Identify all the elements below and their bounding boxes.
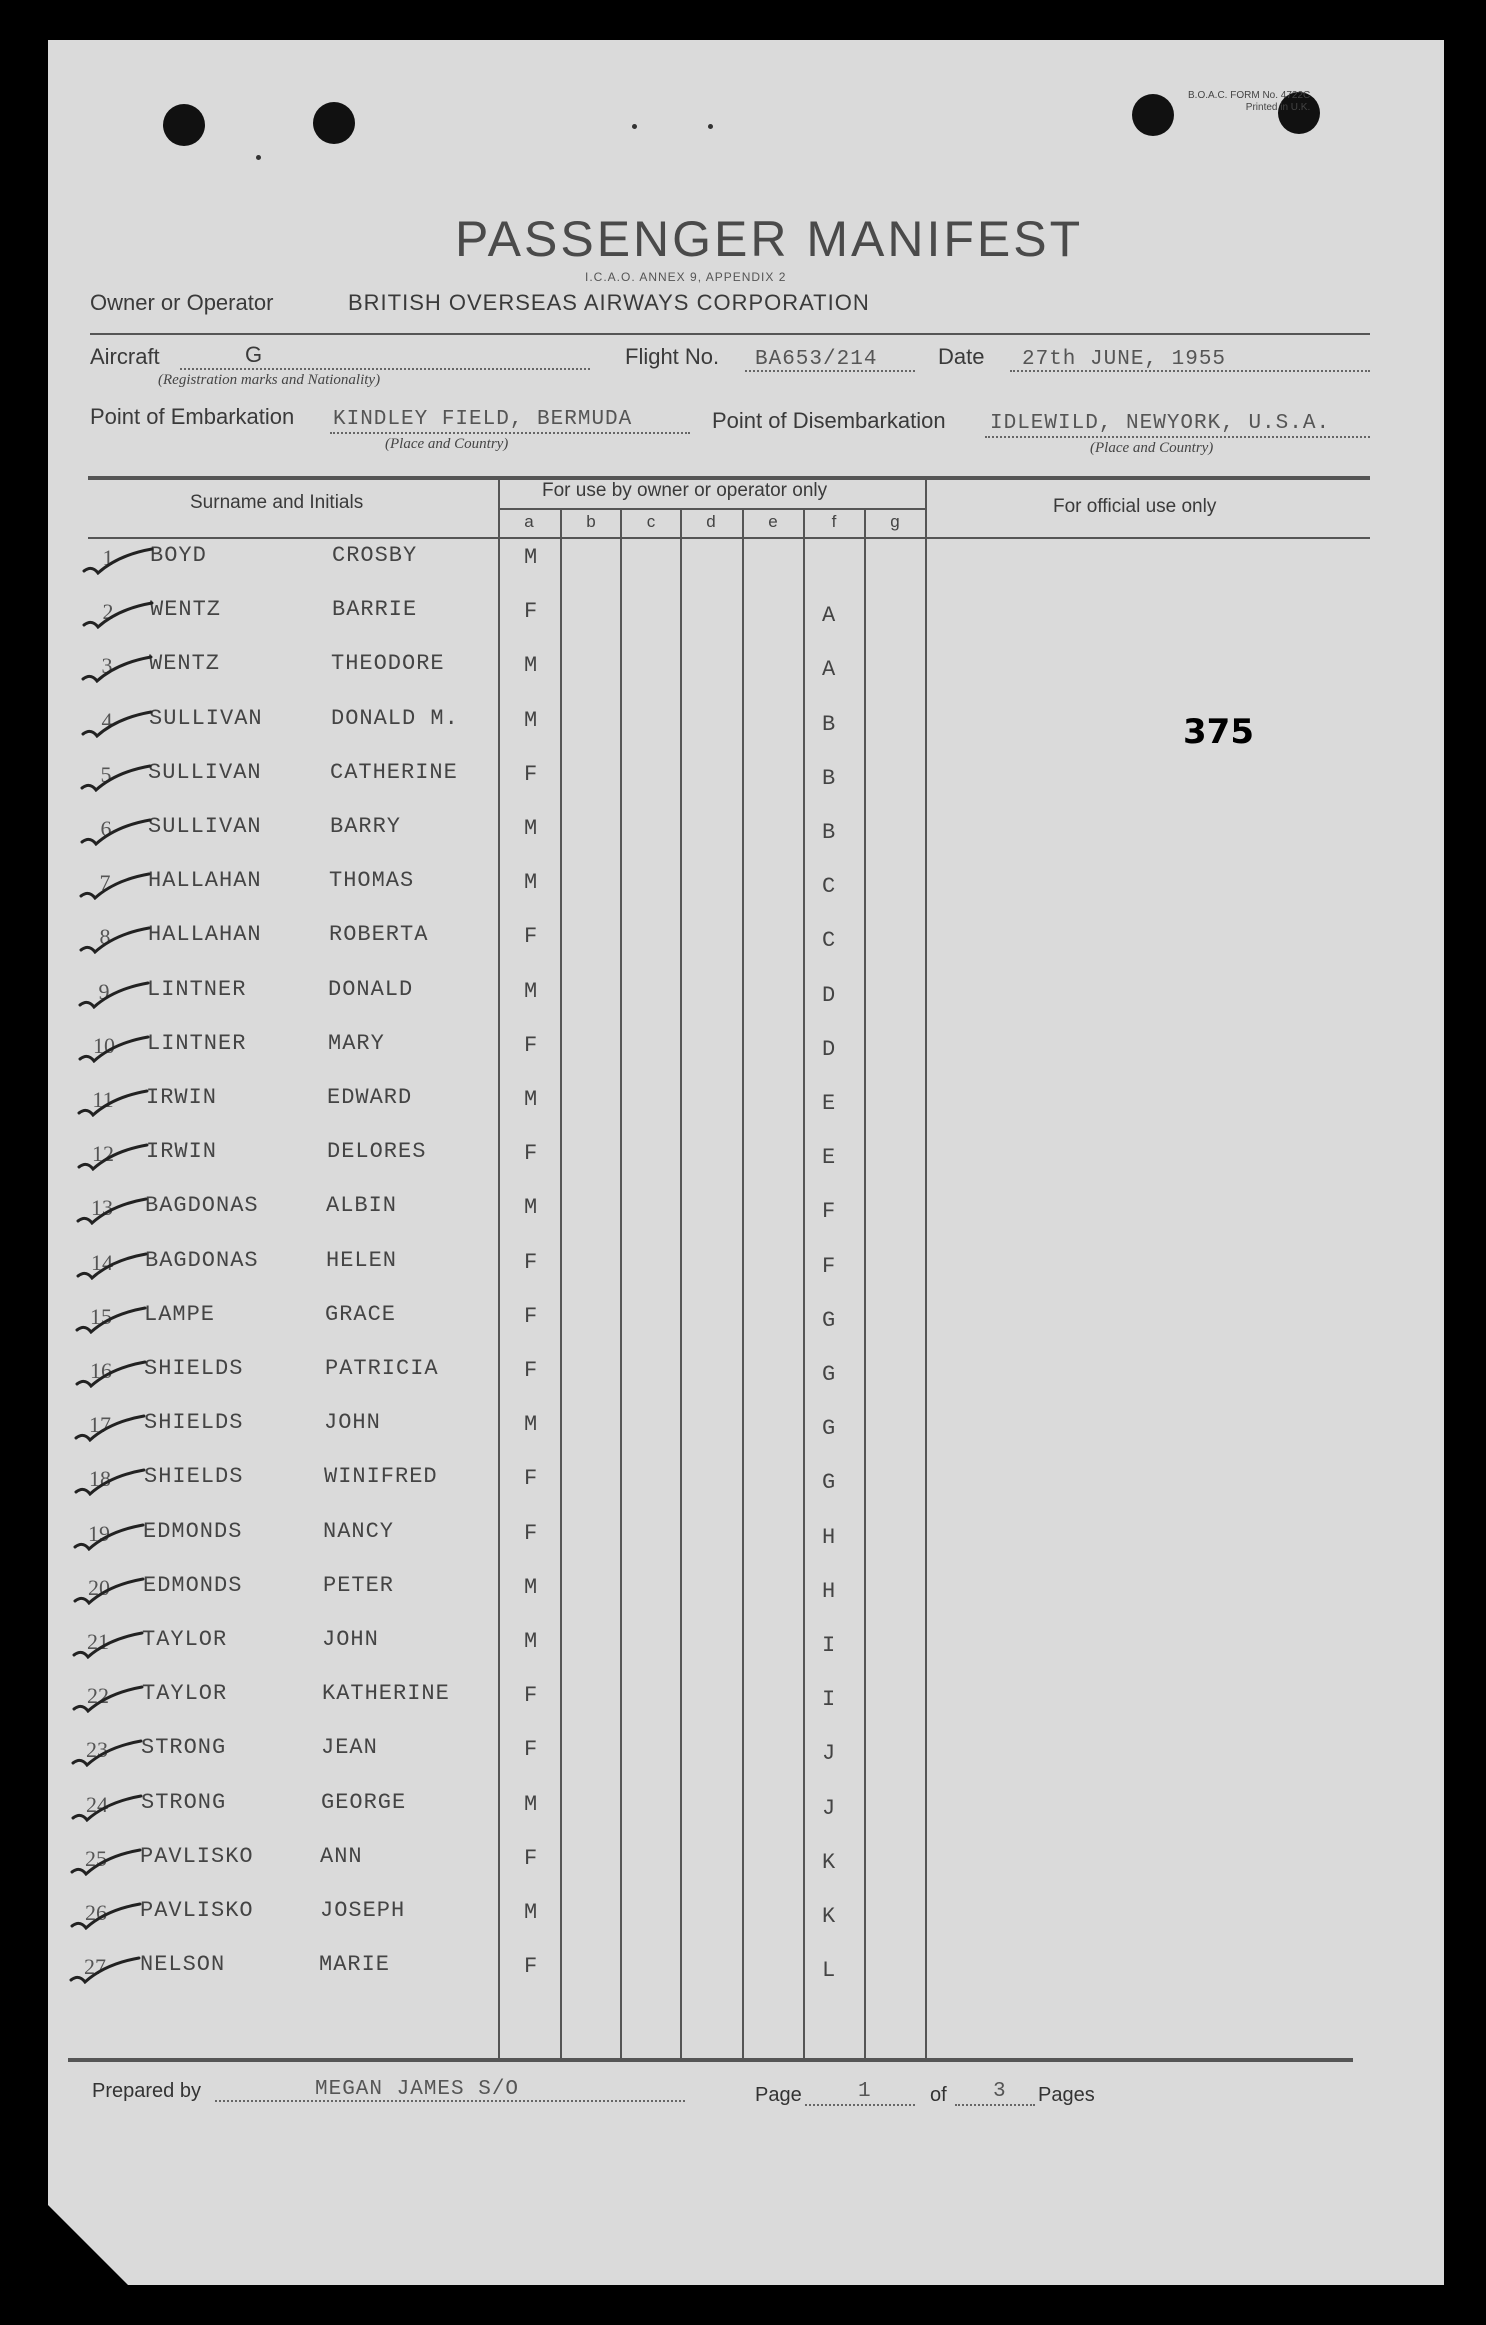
group-cell: K xyxy=(822,1904,837,1929)
check-mark-icon xyxy=(66,1902,146,1930)
aircraft-value: G xyxy=(245,342,264,367)
given-name-cell: JOSEPH xyxy=(320,1898,406,1923)
check-mark-icon xyxy=(74,1035,154,1063)
group-cell: J xyxy=(822,1796,837,1821)
row-number: 23 xyxy=(86,1737,108,1762)
row-number: 8 xyxy=(99,924,111,949)
row-number: 2 xyxy=(102,599,114,624)
aircraft-underline xyxy=(180,368,590,370)
row-number: 24 xyxy=(86,1792,108,1817)
check-mark-icon xyxy=(68,1685,148,1713)
sex-cell: F xyxy=(524,599,539,624)
ink-dot xyxy=(708,124,713,129)
ink-dot xyxy=(632,124,637,129)
given-name-cell: MARY xyxy=(328,1031,385,1056)
sex-cell: M xyxy=(524,816,539,841)
given-name-cell: NANCY xyxy=(323,1519,395,1544)
row-number: 12 xyxy=(92,1141,114,1166)
owner-label: Owner or Operator xyxy=(90,290,274,315)
sex-cell: M xyxy=(524,708,539,733)
sex-cell: M xyxy=(524,1087,539,1112)
given-name-cell: DELORES xyxy=(327,1139,427,1164)
sex-cell: F xyxy=(524,1683,539,1708)
sex-cell: F xyxy=(524,1846,539,1871)
check-mark-icon xyxy=(75,926,155,954)
header-bottom-rule xyxy=(88,537,1370,539)
sex-cell: M xyxy=(524,1792,539,1817)
surname-cell: LINTNER xyxy=(147,977,247,1002)
surname-cell: WENTZ xyxy=(149,651,221,676)
surname-cell: SHIELDS xyxy=(144,1356,244,1381)
given-name-cell: JOHN xyxy=(324,1410,381,1435)
check-mark-icon xyxy=(73,1143,153,1171)
surname-cell: PAVLISKO xyxy=(140,1898,254,1923)
sex-cell: F xyxy=(524,762,539,787)
surname-cell: BAGDONAS xyxy=(145,1193,259,1218)
given-name-cell: HELEN xyxy=(326,1248,398,1273)
check-mark-icon xyxy=(70,1468,150,1496)
column-header-e: e xyxy=(768,512,778,531)
sex-cell: M xyxy=(524,1629,539,1654)
given-name-cell: ALBIN xyxy=(326,1193,398,1218)
row-number: 6 xyxy=(100,816,112,841)
group-cell: H xyxy=(822,1525,837,1550)
group-cell: D xyxy=(822,1037,837,1062)
given-name-cell: CATHERINE xyxy=(330,760,458,785)
check-mark-icon xyxy=(69,1577,149,1605)
given-name-cell: WINIFRED xyxy=(324,1464,438,1489)
surname-cell: EDMONDS xyxy=(143,1519,243,1544)
given-name-cell: BARRY xyxy=(330,814,402,839)
operator-header-rule xyxy=(500,508,925,510)
row-number: 10 xyxy=(93,1033,115,1058)
check-mark-icon xyxy=(78,547,158,575)
embarkation-underline xyxy=(330,432,690,434)
aircraft-label: Aircraft xyxy=(90,344,160,369)
group-cell: A xyxy=(822,657,837,682)
check-mark-icon xyxy=(65,1956,145,1984)
of-label: of xyxy=(930,2084,947,2106)
check-mark-icon xyxy=(70,1414,150,1442)
sex-cell: F xyxy=(524,1141,539,1166)
row-number: 16 xyxy=(90,1358,112,1383)
given-name-cell: GRACE xyxy=(325,1302,397,1327)
group-cell: B xyxy=(822,820,837,845)
disembarkation-label: Point of Disembarkation xyxy=(712,408,946,433)
sex-cell: M xyxy=(524,870,539,895)
page-label: Page xyxy=(755,2084,802,2106)
disembarkation-hint: (Place and Country) xyxy=(1090,440,1214,456)
total-pages: 3 xyxy=(993,2080,1007,2103)
column-divider xyxy=(925,478,927,2058)
check-mark-icon xyxy=(78,601,158,629)
disembarkation-underline xyxy=(985,436,1370,438)
surname-cell: BOYD xyxy=(150,543,207,568)
given-name-cell: THEODORE xyxy=(331,651,445,676)
column-divider xyxy=(620,510,622,2058)
given-name-cell: THOMAS xyxy=(329,868,415,893)
column-divider xyxy=(864,510,866,2058)
prepared-by-label: Prepared by xyxy=(92,2080,201,2102)
sex-cell: M xyxy=(524,545,539,570)
surname-cell: LAMPE xyxy=(144,1302,216,1327)
sex-cell: M xyxy=(524,653,539,678)
page-underline xyxy=(805,2104,915,2106)
sex-cell: F xyxy=(524,1304,539,1329)
prepared-by-value: MEGAN JAMES S/O xyxy=(315,2078,520,2101)
given-name-cell: MARIE xyxy=(319,1952,391,1977)
sex-cell: M xyxy=(524,979,539,1004)
row-number: 5 xyxy=(100,762,112,787)
check-mark-icon xyxy=(72,1252,152,1280)
check-mark-icon xyxy=(68,1631,148,1659)
column-header-b: b xyxy=(586,512,596,531)
flight-underline xyxy=(745,370,915,372)
given-name-cell: JEAN xyxy=(321,1735,378,1760)
given-name-cell: DONALD M. xyxy=(331,706,459,731)
check-mark-icon xyxy=(77,655,157,683)
group-cell: F xyxy=(822,1199,837,1224)
group-cell: I xyxy=(822,1633,837,1658)
sex-cell: F xyxy=(524,1521,539,1546)
official-column-header: For official use only xyxy=(1053,496,1217,517)
page-number: 1 xyxy=(858,2080,872,2103)
group-cell: H xyxy=(822,1579,837,1604)
given-name-cell: PETER xyxy=(323,1573,395,1598)
given-name-cell: DONALD xyxy=(328,977,414,1002)
surname-cell: NELSON xyxy=(140,1952,226,1977)
check-mark-icon xyxy=(74,981,154,1009)
sex-cell: M xyxy=(524,1575,539,1600)
punch-hole xyxy=(1132,94,1174,136)
surname-cell: STRONG xyxy=(141,1735,227,1760)
row-number: 1 xyxy=(102,545,114,570)
surname-cell: BAGDONAS xyxy=(145,1248,259,1273)
sex-cell: F xyxy=(524,1033,539,1058)
date-value: 27th JUNE, 1955 xyxy=(1022,348,1227,371)
sex-cell: F xyxy=(524,1358,539,1383)
given-name-cell: CROSBY xyxy=(332,543,418,568)
column-header-f: f xyxy=(831,512,837,531)
group-cell: L xyxy=(822,1958,837,1983)
surname-cell: TAYLOR xyxy=(142,1627,228,1652)
punch-hole xyxy=(313,102,355,144)
group-cell: A xyxy=(822,603,837,628)
check-mark-icon xyxy=(73,1089,153,1117)
aircraft-hint: (Registration marks and Nationality) xyxy=(158,372,381,388)
row-number: 13 xyxy=(91,1195,113,1220)
column-header-c: c xyxy=(646,512,656,531)
surname-cell: TAYLOR xyxy=(142,1681,228,1706)
row-number: 19 xyxy=(88,1521,110,1546)
given-name-cell: KATHERINE xyxy=(322,1681,450,1706)
operator-column-header: For use by owner or operator only xyxy=(542,480,828,501)
column-divider xyxy=(803,510,805,2058)
table-bottom-rule xyxy=(68,2058,1353,2062)
sex-cell: F xyxy=(524,1250,539,1275)
row-number: 11 xyxy=(92,1087,114,1112)
page-subtitle: I.C.A.O. ANNEX 9, APPENDIX 2 xyxy=(585,270,787,284)
surname-cell: WENTZ xyxy=(150,597,222,622)
check-mark-icon xyxy=(69,1523,149,1551)
surname-cell: SULLIVAN xyxy=(148,760,262,785)
sex-cell: F xyxy=(524,1954,539,1979)
column-header-g: g xyxy=(890,512,900,531)
row-number: 7 xyxy=(99,870,111,895)
row-number: 20 xyxy=(88,1575,110,1600)
check-mark-icon xyxy=(76,818,156,846)
disembarkation-value: IDLEWILD, NEWYORK, U.S.A. xyxy=(990,412,1331,435)
folded-corner xyxy=(48,2205,128,2285)
given-name-cell: ANN xyxy=(320,1844,363,1869)
given-name-cell: GEORGE xyxy=(321,1790,407,1815)
surname-cell: HALLAHAN xyxy=(148,868,262,893)
check-mark-icon xyxy=(67,1739,147,1767)
surname-cell: IRWIN xyxy=(146,1139,218,1164)
check-mark-icon xyxy=(77,710,157,738)
column-divider xyxy=(498,478,500,2058)
row-number: 17 xyxy=(89,1412,111,1437)
group-cell: E xyxy=(822,1145,837,1170)
flight-value: BA653/214 xyxy=(755,348,878,371)
check-mark-icon xyxy=(76,764,156,792)
punch-hole xyxy=(163,104,205,146)
group-cell: G xyxy=(822,1308,837,1333)
group-cell: J xyxy=(822,1741,837,1766)
group-cell: G xyxy=(822,1416,837,1441)
given-name-cell: ROBERTA xyxy=(329,922,429,947)
embarkation-hint: (Place and Country) xyxy=(385,436,509,452)
date-underline xyxy=(1010,370,1370,372)
owner-value: BRITISH OVERSEAS AIRWAYS CORPORATION xyxy=(348,290,870,315)
row-number: 27 xyxy=(84,1954,106,1979)
embarkation-value: KINDLEY FIELD, BERMUDA xyxy=(333,408,633,431)
form-number: B.O.A.C. FORM No. 4722C Printed in U.K. xyxy=(1188,90,1311,113)
official-stamp: 375 xyxy=(1183,712,1254,752)
group-cell: C xyxy=(822,874,837,899)
row-number: 3 xyxy=(101,653,113,678)
sex-cell: F xyxy=(524,924,539,949)
row-number: 4 xyxy=(101,708,113,733)
check-mark-icon xyxy=(71,1306,151,1334)
surname-cell: LINTNER xyxy=(147,1031,247,1056)
group-cell: I xyxy=(822,1687,837,1712)
column-header-a: a xyxy=(524,512,534,531)
row-number: 14 xyxy=(91,1250,113,1275)
given-name-cell: JOHN xyxy=(322,1627,379,1652)
embarkation-label: Point of Embarkation xyxy=(90,404,295,429)
ink-dot xyxy=(256,155,261,160)
surname-cell: EDMONDS xyxy=(143,1573,243,1598)
check-mark-icon xyxy=(66,1848,146,1876)
sex-cell: F xyxy=(524,1737,539,1762)
column-header-d: d xyxy=(706,512,716,531)
sex-cell: M xyxy=(524,1195,539,1220)
group-cell: G xyxy=(822,1470,837,1495)
group-cell: C xyxy=(822,928,837,953)
surname-cell: IRWIN xyxy=(146,1085,218,1110)
check-mark-icon xyxy=(75,872,155,900)
row-number: 9 xyxy=(98,979,110,1004)
group-cell: E xyxy=(822,1091,837,1116)
column-divider xyxy=(680,510,682,2058)
date-label: Date xyxy=(938,344,985,369)
surname-cell: SHIELDS xyxy=(144,1410,244,1435)
group-cell: G xyxy=(822,1362,837,1387)
group-cell: K xyxy=(822,1850,837,1875)
pages-label: Pages xyxy=(1038,2084,1095,2106)
check-mark-icon xyxy=(67,1794,147,1822)
total-underline xyxy=(955,2104,1035,2106)
given-name-cell: EDWARD xyxy=(327,1085,413,1110)
surname-cell: STRONG xyxy=(141,1790,227,1815)
sex-cell: M xyxy=(524,1412,539,1437)
group-cell: B xyxy=(822,712,837,737)
surname-cell: HALLAHAN xyxy=(148,922,262,947)
row-number: 15 xyxy=(90,1304,112,1329)
surname-cell: SHIELDS xyxy=(144,1464,244,1489)
group-cell: D xyxy=(822,983,837,1008)
divider xyxy=(90,333,1370,335)
check-mark-icon xyxy=(72,1197,152,1225)
surname-cell: SULLIVAN xyxy=(149,706,263,731)
page-title: PASSENGER MANIFEST xyxy=(455,211,1084,267)
row-number: 26 xyxy=(85,1900,107,1925)
flight-label: Flight No. xyxy=(625,344,720,369)
surname-cell: SULLIVAN xyxy=(148,814,262,839)
row-number: 25 xyxy=(85,1846,107,1871)
name-column-header: Surname and Initials xyxy=(190,492,364,513)
surname-cell: PAVLISKO xyxy=(140,1844,254,1869)
row-number: 18 xyxy=(89,1466,111,1491)
row-number: 22 xyxy=(87,1683,109,1708)
column-divider xyxy=(560,510,562,2058)
given-name-cell: PATRICIA xyxy=(325,1356,439,1381)
given-name-cell: BARRIE xyxy=(332,597,418,622)
group-cell: B xyxy=(822,766,837,791)
row-number: 21 xyxy=(87,1629,109,1654)
check-mark-icon xyxy=(71,1360,151,1388)
sex-cell: F xyxy=(524,1466,539,1491)
column-divider xyxy=(742,510,744,2058)
sex-cell: M xyxy=(524,1900,539,1925)
group-cell: F xyxy=(822,1254,837,1279)
